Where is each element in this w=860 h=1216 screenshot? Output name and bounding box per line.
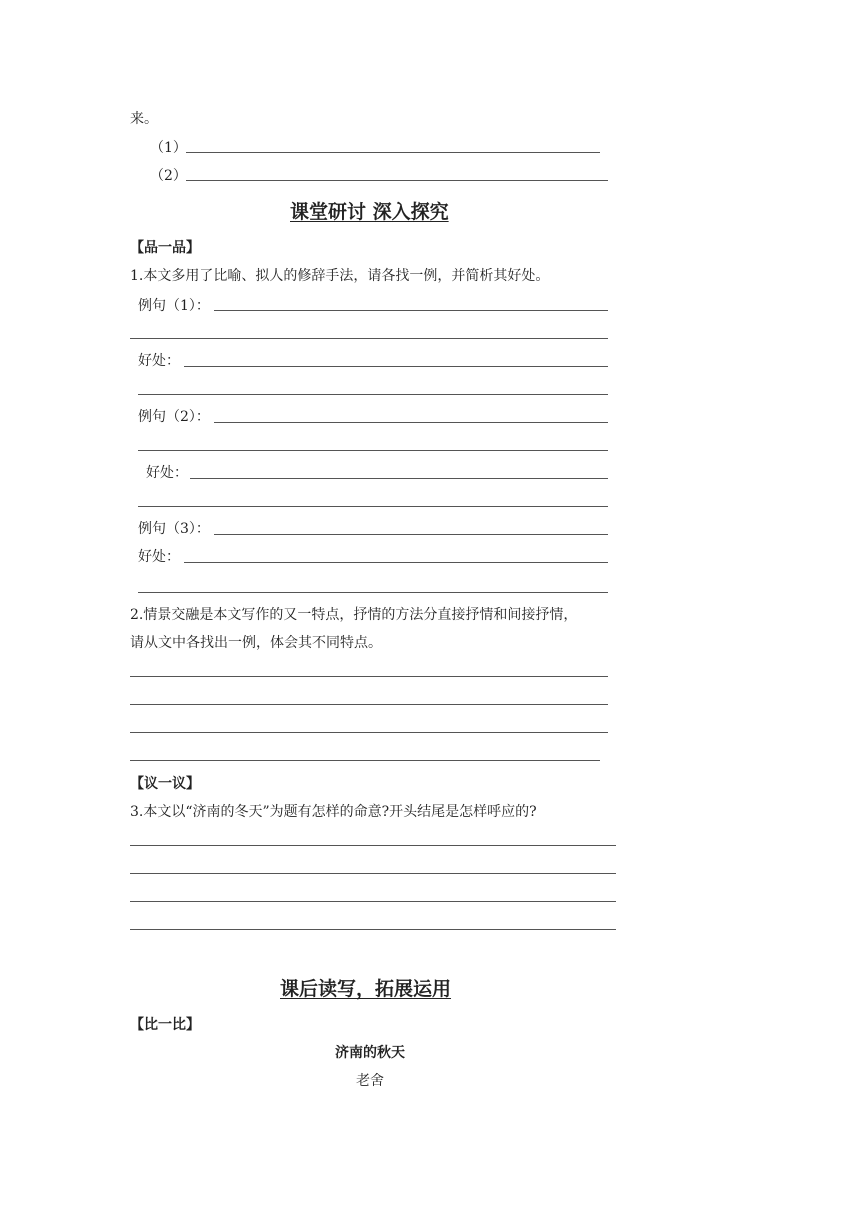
answer-line[interactable] [138, 450, 608, 451]
answer-label-1: （1） [150, 140, 187, 156]
question-2-line-2: 请从文中各找出一例，体会其不同特点。 [130, 635, 382, 651]
answer-line[interactable] [130, 704, 608, 705]
benefit-label-1: 好处： [138, 353, 180, 369]
answer-line[interactable] [184, 562, 608, 563]
answer-line[interactable] [138, 506, 608, 507]
answer-line[interactable] [214, 422, 608, 423]
example-label-1: 例句（1）： [138, 298, 210, 314]
answer-line[interactable] [130, 760, 600, 761]
answer-line[interactable] [186, 180, 608, 181]
answer-line[interactable] [130, 676, 608, 677]
answer-line[interactable] [130, 873, 616, 874]
question-1: 1.本文多用了比喻、拟人的修辞手法，请各找一例，并简析其好处。 [130, 268, 550, 284]
example-label-2: 例句（2）： [138, 409, 210, 425]
continued-text: 来。 [130, 111, 158, 127]
answer-line[interactable] [130, 732, 608, 733]
tag-bi-yi-bi: 【比一比】 [130, 1017, 200, 1033]
answer-line[interactable] [130, 338, 608, 339]
article-author: 老舍 [356, 1073, 384, 1089]
tag-pin-yi-pin: 【品一品】 [130, 240, 200, 256]
example-label-3: 例句（3）： [138, 521, 210, 537]
answer-line[interactable] [214, 310, 608, 311]
tag-yi-yi-yi: 【议一议】 [130, 776, 200, 792]
answer-line[interactable] [190, 478, 608, 479]
section-heading-classroom: 课堂研讨 深入探究 [290, 201, 449, 223]
answer-line[interactable] [186, 152, 600, 153]
benefit-label-2: 好处： [146, 465, 188, 481]
answer-line[interactable] [184, 366, 608, 367]
answer-label-2: （2） [150, 168, 187, 184]
section-heading-after-class: 课后读写，拓展运用 [280, 978, 452, 1000]
answer-line[interactable] [130, 845, 616, 846]
question-2-line-1: 2.情景交融是本文写作的又一特点，抒情的方法分直接抒情和间接抒情， [130, 607, 578, 623]
answer-line[interactable] [130, 901, 616, 902]
answer-line[interactable] [214, 534, 608, 535]
question-3: 3.本文以“济南的冬天”为题有怎样的命意?开头结尾是怎样呼应的? [130, 804, 537, 820]
answer-line[interactable] [138, 592, 608, 593]
benefit-label-3: 好处： [138, 549, 180, 565]
answer-line[interactable] [130, 929, 616, 930]
answer-line[interactable] [138, 394, 608, 395]
article-title: 济南的秋天 [335, 1045, 405, 1061]
